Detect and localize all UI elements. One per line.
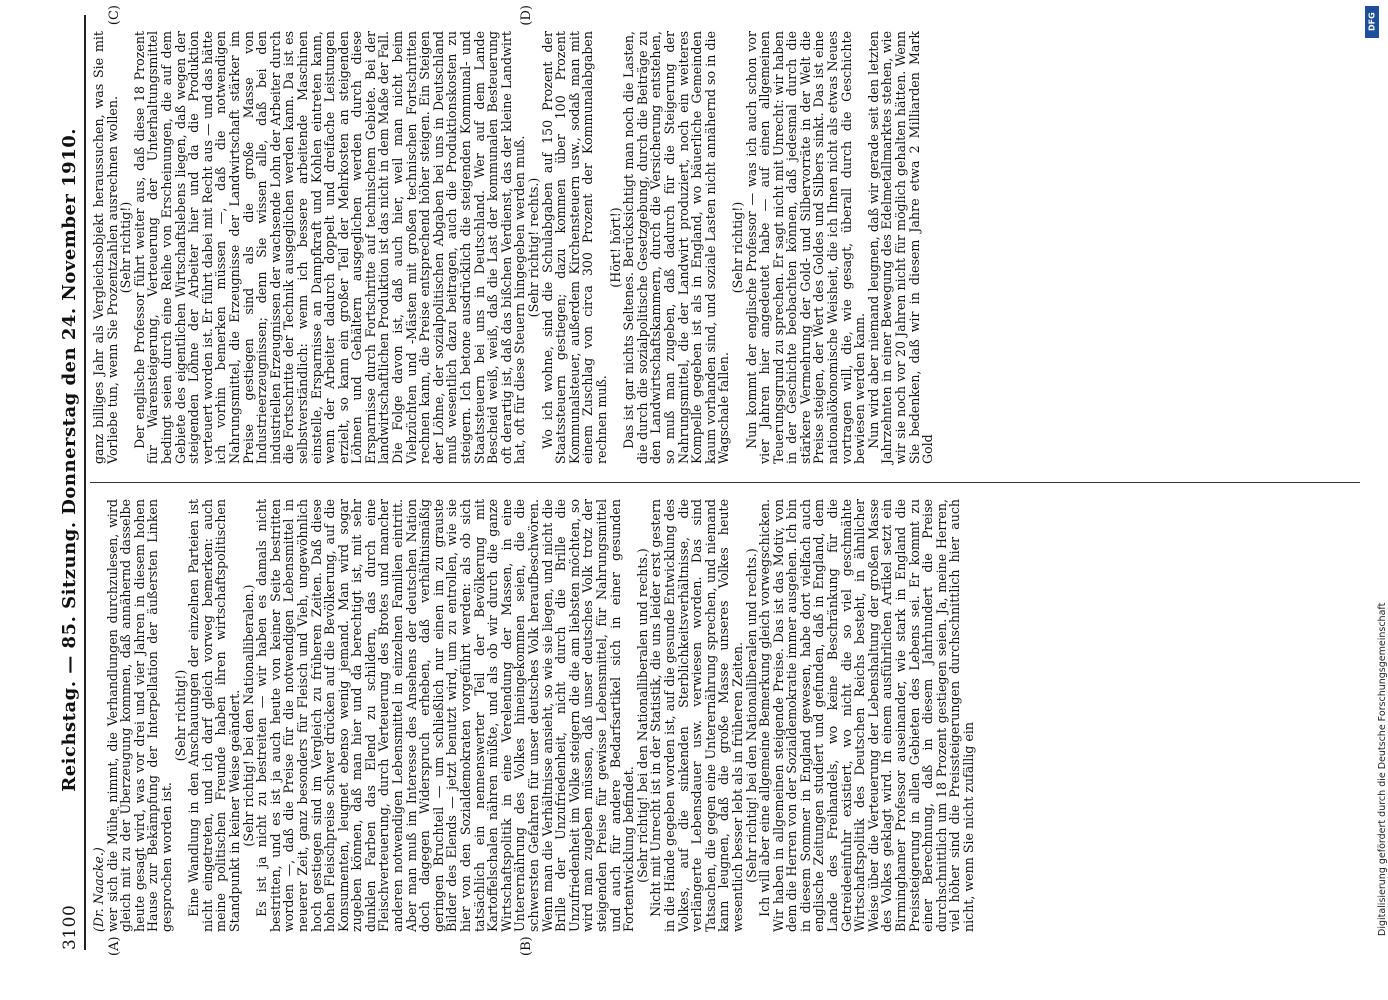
paragraph: ganz billiges Jahr als Vergleichsobjekt heraussuchen, was Sie mit Vorliebe tun, wenn Sie Prozentzahlen ausrechnen wollen. <box>91 31 120 464</box>
margin-letter-c: (C) <box>107 5 122 26</box>
interjection: (Sehr richtig! rechts.) <box>526 177 541 318</box>
interjection: (Sehr richtig! bei den Nationalliberalen.) <box>240 584 256 847</box>
margin-letter-b: (B) <box>519 936 534 956</box>
column-left <box>90 483 1360 956</box>
paragraph: wer sich die Mühe nimmt, die Verhandlungen durchzulesen, wird gleich mit zu der Überzeugung kommen, daß annähernd dasselbe heute gesagt wird, was vor drei und vier Jahren in diesem hohen Hause zur Bekämpfung der Interpellation der äußersten Linken gesprochen worden ist. <box>104 499 174 932</box>
interjection: (Sehr richtig!) <box>729 201 745 294</box>
paragraph: Ich will aber eine allgemeine Bemerkung gleich vorwegschicken. Wir haben in allgemeinen steigende Preise. Das ist das Motiv, von dem die Herren von der Sozialdemokratie immer ausgehen. Ich bin in diesem Sommer in England gewesen, habe dort vielfach auch englische Zeitungen studiert und gefunden, daß in England, dem Lande des Freihandels, wo keine Beschränkung für die Getreideeinfuhr existiert, wo nicht die so viel geschmähte Wirtschaftspolitik des Deutschen Reichs besteht, in ähnlicher Weise über die Verteuerung der Lebenshaltung der großen Masse des Volkes geklagt wird. In einem ausführlichen Artikel setzt ein Birminghamer Professor auseinander, wie stark in England die Preissteigerung in allen Gebieten des Lebens sei. Er kommt zu einer Berechnung, daß in diesem Jahrhundert die Preise durchschnittlich um 18 Prozent gestiegen seien. Ja, meine Herren, viel höher sind die Preissteigerungen durchschnittlich hier auch nicht, wenn Sie nicht zufällig ein <box>757 499 976 932</box>
margin-letter-a: (A) <box>107 936 122 956</box>
dfg-logo: DFG <box>1365 6 1379 38</box>
interjection: (Sehr richtig!) <box>118 201 134 294</box>
speaker-label: (Dr. Naacke.) <box>91 847 106 932</box>
paragraph: Es ist ja nicht zu bestreiten — wir haben es damals nicht bestritten, und es ist ja auch heute von keiner Seite bestritten worden —, daß die Preise für die notwendigen Lebensmittel in neuerer Zeit, ganz besonders für Fleisch und Vieh, ungewöhnlich hoch gestiegen sind im Vergleich zu früheren Zeiten. Daß diese hohen Fleischpreise schwer drücken auf die Bevölkerung, auf die Konsumenten, leugnet ebenso wenig jemand. Man wird sogar zugeben können, daß man hier und da berechtigt ist, mit sehr dunklen Farben das Elend zu schildern, das durch eine Fleischverteuerung, durch Verteuerung des Brotes und mancher anderen notwendigen Lebensmittel in einzelnen Familien eintritt. Aber man muß im Interesse des Ansehens der deutschen Nation doch dagegen Widerspruch erheben, daß verhältnismäßig geringen Bruchteil — um schließlich nur einen im zu grauste Bilder des Elends — jetzt benutzt wird, um zu entrollen, wie sie hier von den Sozialdemokraten vorgeführt werden: als ob sich tatsächlich ein nennenswerter Teil der Bevölkerung mit Kartoffelschalen nähren müßte, und als ob wir durch die ganze Wirtschaftspolitik in eine Verelendung der Massen, in eine Unterernährung des Volkes hineingekommen seien, die die schwersten Gefahren für unser deutsches Volk heraufbeschwören. Wenn man die Verhältnisse ansieht, so wie sie liegen, und nicht die Brille der Unzufriedenheit, nicht durch die Brille die Unzufriedenheit im Volke steigern die die am liebsten möchten, so wird man zugeben müssen, daß unser deutsches Volk trotz der steigenden Preise für gewisse Lebensmittel, für Nahrungsmittel und auch für andere Bedarfsartikel sich in einer gesunden Fortentwicklung befindet. <box>254 499 637 932</box>
credit-text: Digitalisierung gefördert durch die Deutsche Forschungsgemeinschaft <box>1377 602 1388 936</box>
page-header <box>50 15 80 950</box>
header-rule <box>84 15 86 950</box>
interjection: (Hört! hört!) <box>607 207 623 288</box>
paragraph: Nun kommt der englische Professor — was ich auch schon vor vier Jahren hier angedeutet habe — auf einen allgemeinen Teuerungsgrund zu sprechen. Er sagt nicht mit Unrecht: wir haben in der Geschichte beobachten können, daß jedesmal durch die stärkere Vermehrung der Gold- und Silbervorräte in der Welt die Preise steigen, der Wert des Goldes und Silbers sinkt. Das ist eine nationalökonomische Weisheit, die ich Ihnen nicht als etwas Neues vortragen will, die, wie gesagt, überall durch die Geschichte bewiesen werden kann. <box>743 31 868 464</box>
paragraph: Nicht mit Unrecht ist in der Statistik, die uns leider erst gestern in die Hände gegeben worden ist, auf die gesunde Entwicklung des Volkes, auf die sinkenden Sterblichkeitsverhältnisse, die verlängerte Lebensdauer usw. verwiesen worden. Das sind Tatsachen, die gegen eine Unterernährung sprechen, und niemand kann leugnen, daß die große Masse unseres Volkes heute wesentlich besser lebt als in früheren Zeiten. <box>648 499 745 932</box>
paragraph: Das ist gar nichts Seltenes. Berücksichtigt man noch die Lasten, die durch die sozialpolitische Gesetzgebung, durch die Beiträge zu den Landwirtschaftskammern, durch die Versicherung entstehen, so muß man zugeben, daß dadurch für die Steigerung der Nahrungsmittel, die der Landwirt produziert, noch ein weiteres Kompelle gegeben ist als in England, wo bäuerliche Gemeinden kaum vorhanden sind, und soziale Lasten nicht annähernd so in die Wagschale fallen. <box>621 31 732 464</box>
paragraph: Eine Wandlung in den Anschauungen der einzelnen Parteien ist nicht eingetreten, und ich darf gleich vorweg bemerken: auch meine politischen Freunde haben ihren wirtschaftspolitischen Standpunkt in keiner Weise geändert. <box>186 499 242 932</box>
page-title: Reichstag. — 85. Sitzung. Donnerstag den 24. November 1910. <box>59 127 80 792</box>
document-page <box>50 5 1360 956</box>
interjection: (Sehr richtig! bei den Nationalliberalen und rechts.) <box>743 548 759 883</box>
text-columns <box>90 5 1360 956</box>
page-number: 3100 <box>60 904 80 950</box>
digitization-credit <box>1365 6 1388 996</box>
paragraph: Nun wird aber niemand leugnen, daß wir gerade seit den letzten Jahrzehnten in einer Bewegung des Edelmetallmarktes stehen, wie wir sie noch vor 20 Jahren nicht für möglich gehalten hätten. Wenn Sie bedenken, daß wir in diesem Jahre etwa 2 Milliarden Mark Gold <box>865 31 936 464</box>
paragraph: Der englische Professor führt weiter aus, daß diese 18 Prozent für Warensteigerung, Verteuerung der Unterhaltungsmittel bedingt seien durch eine Reihe von Erscheinungen, die auf dem Gebiete des eigentlichen Wirtschaftslebens liegen, daß wegen der steigenden Löhne der Arbeiter hier und da die Produktion verteuert worden ist. Er führt dabei mit Recht aus — und das hätte ich vorhin bemerken müssen —, daß die notwendigen Nahrungsmittel, die Erzeugnisse der Landwirtschaft stärker im Preise gestiegen sind als die große Masse von Industrieerzeugnissen; denn Sie wissen alle, daß bei den industriellen Erzeugnissen der wachsende Lohn der Arbeiter durch die Fortschritte der Technik ausgeglichen werden kann. Da ist es selbstverständlich: wenn ich bessere arbeitende Maschinen einstelle, Ersparnisse an Dampfkraft und Kohlen eintreten kann, wenn der Arbeiter dadurch doppelt und dreifache Leistungen erzielt, so kann ein großer Teil der Mehrkosten an steigenden Löhnen und Gehältern ausgeglichen werden durch diese Ersparnisse durch Fortschritte auf technischem Gebiete. Bei der landwirtschaftlichen Produktion ist das nicht in dem Maße der Fall. Die Folge davon ist, daß auch hier, weil man nicht beim Viehzüchten und -Mästen mit großen technischen Fortschritten rechnen kann, die Preise entsprechend höher steigen. Ein Steigen der Löhne, der sozialpolitischen Abgaben bei uns in Deutschland muß wesentlich dazu beitragen, auch die Produktionskosten zu steigern. Ich betone ausdrücklich die steigenden Kommunal- und Staatssteuern bei uns in Deutschland. Wer auf dem Lande Bescheid weiß, weiß, daß die Last der kommunalen Besteuerung oft derartig ist, daß das bißchen Verdienst, das der kleine Landwirt hat, oft für diese Steuern hingegeben werden muß. <box>131 31 528 464</box>
column-right <box>90 5 1360 483</box>
interjection: (Sehr richtig!) <box>172 669 188 762</box>
interjection: (Sehr richtig! bei den Nationalliberalen und rechts.) <box>634 548 650 883</box>
margin-letter-d: (D) <box>519 5 534 26</box>
paragraph: Wo ich wohne, sind die Schulabgaben auf 150 Prozent der Staatssteuern gestiegen; dazu kommen über 100 Prozent Kommunalsteuer, außerdem Kirchensteuern usw., sodaß man mit einem Zuschlag von circa 300 Prozent der Kommunalabgaben rechnen muß. <box>539 31 609 464</box>
